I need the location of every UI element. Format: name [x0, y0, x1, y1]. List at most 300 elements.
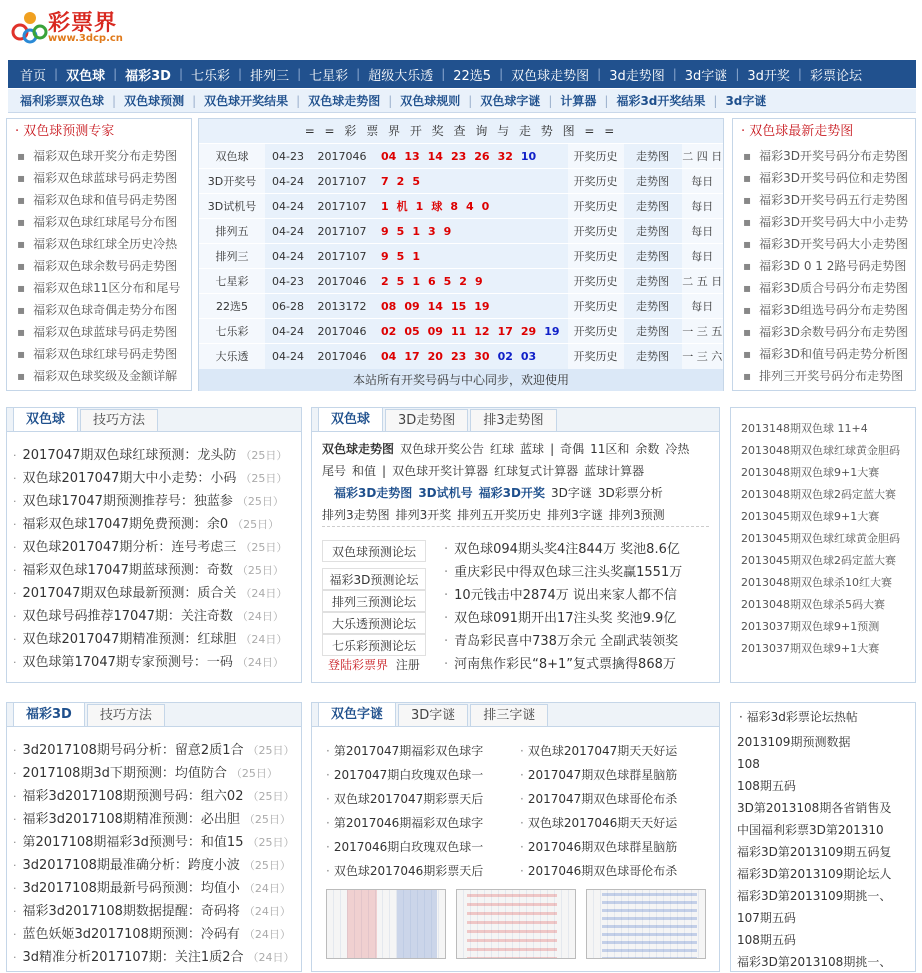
bullet-icon: ▪: [17, 303, 26, 317]
logo-mark-icon: [8, 6, 48, 46]
tab[interactable]: 排3走势图: [470, 409, 556, 431]
bullet-icon: ▪: [743, 171, 752, 185]
trend-link[interactable]: 蓝球计算器: [584, 464, 645, 478]
zimi-item[interactable]: [520, 787, 710, 811]
zimi-tabs: [312, 703, 719, 727]
draw-days: 二 五 日: [682, 269, 724, 294]
blue-ball: 19: [544, 324, 560, 338]
draw-days: 每日: [682, 294, 724, 319]
history-link[interactable]: 开奖历史: [568, 319, 624, 344]
contest-item[interactable]: 2013048期双色球红球黄金胆码: [741, 444, 900, 457]
article-item[interactable]: [7, 854, 301, 877]
lottery-name[interactable]: 3D试机号: [199, 194, 265, 219]
trend-link[interactable]: 走势图: [624, 244, 682, 269]
headline-item[interactable]: [444, 607, 714, 630]
trend-link[interactable]: 11区和: [590, 442, 630, 456]
tab[interactable]: 双色字谜: [318, 702, 396, 726]
list-item[interactable]: [733, 167, 915, 189]
login-area: [328, 656, 420, 673]
list-item[interactable]: [7, 277, 191, 299]
zimi-item[interactable]: [326, 787, 520, 811]
draw-days: 每日: [682, 169, 724, 194]
article-item[interactable]: [7, 831, 301, 854]
article-item[interactable]: [7, 785, 301, 808]
article-date: （24日）: [243, 882, 291, 895]
list-item-text: 福彩双色球11区分布和尾号: [33, 281, 181, 295]
article-item[interactable]: [7, 923, 301, 946]
trend-link[interactable]: 排列3走势图: [322, 508, 390, 522]
nav-item[interactable]: 双色球: [66, 68, 106, 84]
article-title: 福彩3d2017108期数据提醒：奇码将: [22, 904, 240, 919]
tab[interactable]: 技巧方法: [87, 704, 165, 726]
contest-item[interactable]: 2013048期双色球2码定蓝大赛: [741, 488, 896, 501]
tab[interactable]: 3D走势图: [385, 409, 468, 431]
contest-item[interactable]: 2013048期双色球杀5码大赛: [741, 598, 885, 611]
contest-item[interactable]: 2013045期双色球红球黄金胆码: [741, 532, 900, 545]
lottery-row: [199, 319, 723, 344]
history-link[interactable]: 开奖历史: [568, 344, 624, 369]
article-item[interactable]: [7, 651, 301, 674]
tab[interactable]: 双色球: [318, 407, 383, 431]
list-item[interactable]: [7, 343, 191, 365]
zimi-item[interactable]: [520, 835, 710, 859]
zimi-item[interactable]: [326, 739, 520, 763]
headline-item[interactable]: [444, 630, 714, 653]
lottery-row: [199, 194, 723, 219]
list-item[interactable]: [7, 189, 191, 211]
trend-link[interactable]: 尾号: [322, 464, 347, 478]
contest-item[interactable]: 2013037期双色球9+1预测: [741, 620, 880, 633]
nav-item[interactable]: 彩票论坛: [809, 68, 862, 84]
trend-link[interactable]: 福彩3D开奖: [478, 486, 545, 500]
trend-link[interactable]: 排列3开奖: [395, 508, 452, 522]
draw-date: 04-23: [265, 144, 311, 169]
list-item[interactable]: [733, 145, 915, 167]
lottery-row: [199, 244, 723, 269]
article-date: （24日）: [243, 905, 291, 918]
trend-link[interactable]: 3D字谜: [550, 486, 592, 500]
bullet-icon: ▪: [17, 215, 26, 229]
nav-separator: |: [597, 67, 602, 81]
hot-post[interactable]: 福彩3D第2013109期五码复: [737, 845, 892, 859]
forum-link[interactable]: 排列三预测论坛: [322, 590, 426, 612]
history-link[interactable]: 开奖历史: [568, 219, 624, 244]
contest-item[interactable]: 2013148期双色球 11+4: [741, 422, 868, 435]
bullet-icon: ·: [444, 588, 449, 603]
trend-thumbnail[interactable]: [326, 889, 446, 959]
trend-link[interactable]: 和值: [352, 464, 377, 478]
list-item[interactable]: [7, 145, 191, 167]
zimi-item[interactable]: [326, 811, 520, 835]
forum-links: [322, 540, 426, 656]
list-item-text: 福彩3D余数号码分布走势图: [759, 325, 909, 339]
zimi-item[interactable]: [326, 835, 520, 859]
red-ball: 08: [381, 299, 397, 313]
bullet-icon: ▪: [743, 237, 752, 251]
hot-post[interactable]: 108期五码: [737, 933, 796, 947]
red-ball: 5: [396, 224, 405, 238]
hot-post[interactable]: 3D第2013108期各省销售及: [737, 801, 892, 815]
ssq-contest-list: [731, 408, 915, 660]
lottery-name[interactable]: 七乐彩: [199, 319, 265, 344]
bullet-icon: ·: [13, 610, 17, 623]
list-item[interactable]: [733, 321, 915, 343]
bullet-icon: ·: [13, 633, 17, 646]
draw-issue: 2017046: [311, 269, 373, 294]
nav-item[interactable]: 超级大乐透: [368, 68, 434, 84]
lottery-name[interactable]: 七星彩: [199, 269, 265, 294]
nav-item[interactable]: 双色球走势图: [511, 68, 590, 84]
tab[interactable]: 福彩3D: [13, 702, 85, 726]
zimi-item[interactable]: [520, 739, 710, 763]
list-item[interactable]: [733, 343, 915, 365]
contest-item[interactable]: 2013048期双色球9+1大赛: [741, 466, 880, 479]
nav-item[interactable]: 福彩3D: [125, 68, 171, 84]
draw-issue: 2017046: [311, 144, 373, 169]
history-link[interactable]: 开奖历史: [568, 194, 624, 219]
subnav-item[interactable]: 福利彩票双色球: [20, 94, 105, 108]
red-ball: 0: [481, 200, 490, 213]
draw-date: 04-24: [265, 194, 311, 219]
hot-post[interactable]: 福彩3D第2013108期挑一、: [737, 955, 892, 969]
history-link[interactable]: 开奖历史: [568, 169, 624, 194]
subnav-item[interactable]: 3d字谜: [725, 94, 767, 108]
article-item[interactable]: [7, 444, 301, 467]
hot-post[interactable]: 福彩3D第2013109期挑一、: [737, 889, 892, 903]
article-item[interactable]: [7, 808, 301, 831]
article-item[interactable]: [7, 559, 301, 582]
subnav-separator: |: [604, 93, 609, 108]
red-ball: 23: [450, 349, 467, 363]
zimi-item[interactable]: [326, 763, 520, 787]
trend-link[interactable]: 走势图: [624, 219, 682, 244]
list-item-text: 排列三开奖号码分布走势图: [759, 369, 904, 383]
bullet-icon: ·: [13, 836, 17, 849]
article-title: 3d2017108期号码分析：留意2质1合: [22, 743, 244, 758]
headline-item[interactable]: [444, 538, 714, 561]
nav-separator: |: [672, 67, 677, 81]
red-ball: 14: [427, 299, 443, 313]
forum-link[interactable]: 福彩3D预测论坛: [322, 568, 426, 590]
trend-link[interactable]: 走势图: [624, 269, 682, 294]
draw-numbers: [373, 169, 568, 194]
trend-thumbnail[interactable]: [586, 889, 706, 959]
red-ball: 26: [474, 149, 490, 163]
nav-item[interactable]: 22选5: [453, 68, 492, 84]
list-item-text: 福彩双色球红球尾号分布图: [33, 215, 178, 229]
draw-date: 04-23: [265, 269, 311, 294]
register-link[interactable]: 注册: [395, 658, 420, 672]
forum-link[interactable]: 大乐透预测论坛: [322, 612, 426, 634]
article-date: （24日）: [247, 951, 295, 964]
subnav-item[interactable]: 双色球走势图: [308, 94, 381, 108]
lottery-name[interactable]: 排列三: [199, 244, 265, 269]
zimi-text: 2017047期双色球群星脑筋: [527, 768, 678, 782]
nav-separator: |: [499, 67, 504, 81]
contest-item[interactable]: 2013048期双色球杀10红大赛: [741, 576, 892, 589]
subnav-separator: |: [112, 93, 117, 108]
trend-link[interactable]: 红球复式计算器: [494, 464, 579, 478]
draw-issue: 2017046: [311, 344, 373, 369]
zimi-text: 双色球2017046期天天好运: [527, 816, 678, 830]
fc3d-hot-forum: [730, 702, 916, 972]
article-item[interactable]: [7, 762, 301, 785]
article-item[interactable]: [7, 605, 301, 628]
zimi-item[interactable]: [520, 859, 710, 883]
hot-post[interactable]: 2013109期预测数据: [737, 735, 851, 749]
nav-separator: |: [356, 67, 361, 81]
tab[interactable]: 3D字谜: [398, 704, 468, 726]
headline-item[interactable]: [444, 584, 714, 607]
bullet-icon: ·: [520, 840, 524, 854]
bullet-icon: ▪: [17, 325, 26, 339]
headline-item[interactable]: [444, 561, 714, 584]
trend-link[interactable]: 走势图: [624, 144, 682, 169]
article-item[interactable]: [7, 513, 301, 536]
red-ball: 05: [404, 324, 420, 338]
article-item[interactable]: [7, 900, 301, 923]
red-ball: 11: [450, 324, 467, 338]
subnav-item[interactable]: 双色球开奖结果: [204, 94, 289, 108]
draw-numbers: [373, 219, 568, 244]
bullet-icon: ·: [326, 840, 330, 854]
article-item[interactable]: [7, 490, 301, 513]
hot-post[interactable]: 福彩3D第2013109期论坛人: [737, 867, 892, 881]
contest-item[interactable]: 2013045期双色球9+1大赛: [741, 510, 880, 523]
list-item[interactable]: [733, 211, 915, 233]
hot-post[interactable]: 107期五码: [737, 911, 796, 925]
red-ball: 6: [427, 274, 436, 288]
subnav-item[interactable]: 计算器: [560, 94, 597, 108]
forum-link[interactable]: 双色球预测论坛: [322, 540, 426, 562]
draw-issue: 2017107: [311, 194, 373, 219]
trend-link[interactable]: 3D试机号: [418, 486, 473, 500]
headline-text: 双色球094期头奖4注844万 奖池8.6亿: [454, 542, 680, 557]
nav-item[interactable]: 七星彩: [309, 68, 349, 84]
ssq-expert-list: [7, 145, 191, 387]
list-item[interactable]: [733, 299, 915, 321]
red-ball: 5: [443, 274, 452, 288]
bullet-icon: ▪: [743, 303, 752, 317]
list-item-text: 福彩双色球余数号码走势图: [33, 259, 178, 273]
forum-link[interactable]: 七乐彩预测论坛: [322, 634, 426, 656]
list-item[interactable]: [7, 233, 191, 255]
bullet-icon: ·: [13, 656, 17, 669]
draw-numbers: [373, 144, 568, 169]
contest-item[interactable]: 2013045期双色球2码定蓝大赛: [741, 554, 896, 567]
bullet-icon: ·: [13, 541, 17, 554]
draw-issue: 2017107: [311, 219, 373, 244]
trend-link[interactable]: 排列3预测: [608, 508, 665, 522]
login-link[interactable]: 登陆彩票界: [328, 658, 389, 672]
trend-link[interactable]: 双色球开奖计算器: [392, 464, 489, 478]
list-item[interactable]: [7, 321, 191, 343]
list-item[interactable]: [733, 255, 915, 277]
subnav-item[interactable]: 双色球规则: [400, 94, 461, 108]
bullet-icon: ▪: [743, 149, 752, 163]
article-date: （25日）: [236, 495, 284, 508]
list-item[interactable]: [733, 233, 915, 255]
lottery-name[interactable]: 22选5: [199, 294, 265, 319]
trend-link[interactable]: 冷热: [665, 442, 690, 456]
trend-link[interactable]: 双色球走势图: [322, 442, 395, 456]
trend-link: |: [550, 442, 555, 456]
zimi-text: 双色球2017047期彩票天后: [333, 792, 484, 806]
trend-link[interactable]: 奇偶: [560, 442, 585, 456]
trend-link[interactable]: 余数: [635, 442, 660, 456]
nav-item[interactable]: 七乐彩: [191, 68, 231, 84]
zimi-text: 双色球2017046期彩票天后: [333, 864, 484, 878]
lottery-results-footer: 本站所有开奖号码与中心同步，欢迎使用: [199, 369, 723, 391]
tab[interactable]: 双色球: [13, 407, 78, 431]
red-ball: 9: [443, 224, 452, 238]
bullet-icon: ▪: [743, 215, 752, 229]
red-ball: 09: [404, 299, 420, 313]
lottery-name[interactable]: 排列五: [199, 219, 265, 244]
article-title: 双色球2017047期大中小走势：小码: [22, 471, 237, 486]
fc3d-news-list: [7, 727, 301, 969]
article-item[interactable]: [7, 582, 301, 605]
ssq-trend-list: [733, 145, 915, 387]
article-date: （25日）: [243, 859, 291, 872]
subnav-item[interactable]: 福彩3d开奖结果: [616, 94, 706, 108]
history-link[interactable]: 开奖历史: [568, 294, 624, 319]
trend-link[interactable]: 3D彩票分析: [597, 486, 663, 500]
zimi-text: 第2017047期福彩双色球字: [333, 744, 484, 758]
list-item[interactable]: [7, 299, 191, 321]
trend-link[interactable]: 双色球开奖公告: [400, 442, 485, 456]
draw-date: 04-24: [265, 244, 311, 269]
zimi-panel: [311, 702, 720, 972]
article-title: 福彩双色球17047期蓝球预测：奇数: [22, 563, 233, 578]
blue-ball: 03: [520, 349, 537, 363]
zimi-list-left: [326, 739, 520, 883]
tab[interactable]: 技巧方法: [80, 409, 158, 431]
trend-link[interactable]: 排列3字谜: [547, 508, 603, 522]
lottery-row: [199, 269, 723, 294]
zimi-item[interactable]: [326, 859, 520, 883]
subnav-item[interactable]: 双色球字谜: [480, 94, 541, 108]
article-title: 福彩3d2017108期预测号码：组六02: [22, 789, 244, 804]
bullet-icon: ·: [326, 864, 330, 878]
list-item[interactable]: [733, 365, 915, 387]
history-link[interactable]: 开奖历史: [568, 269, 624, 294]
ssq-news-list: [7, 432, 301, 674]
lottery-name[interactable]: 3D开奖号: [199, 169, 265, 194]
zimi-item[interactable]: [520, 811, 710, 835]
zimi-text: 2017046期双色球群星脑筋: [527, 840, 678, 854]
subnav-item[interactable]: 双色球预测: [124, 94, 185, 108]
list-item[interactable]: [7, 365, 191, 387]
bullet-icon: ▪: [17, 237, 26, 251]
trend-link[interactable]: 走势图: [624, 194, 682, 219]
history-link[interactable]: 开奖历史: [568, 144, 624, 169]
hot-post[interactable]: 中国福利彩票3D第201310: [737, 823, 884, 837]
logo-title: 彩票界: [48, 11, 118, 36]
nav-item[interactable]: 3d字谜: [684, 68, 728, 84]
bullet-icon: ·: [444, 657, 449, 672]
article-item[interactable]: [7, 739, 301, 762]
tab[interactable]: 排三字谜: [470, 704, 548, 726]
bullet-icon: ▪: [17, 149, 26, 163]
nav-item[interactable]: 3d走势图: [609, 68, 665, 84]
headline-item[interactable]: [444, 653, 714, 676]
article-item[interactable]: [7, 467, 301, 490]
draw-date: 04-24: [265, 344, 311, 369]
bullet-icon: ·: [13, 587, 17, 600]
article-item[interactable]: [7, 628, 301, 651]
list-item[interactable]: [733, 189, 915, 211]
trend-link[interactable]: 红球: [490, 442, 515, 456]
list-item-text: 福彩3D开奖号码分布走势图: [759, 149, 909, 163]
bullet-icon: ·: [444, 565, 449, 580]
draw-issue: 2017107: [311, 244, 373, 269]
article-date: （24日）: [240, 633, 288, 646]
trend-link[interactable]: 走势图: [624, 169, 682, 194]
trend-thumbnail[interactable]: [456, 889, 576, 959]
nav-item[interactable]: 首页: [20, 68, 47, 84]
trend-link[interactable]: 走势图: [624, 344, 682, 369]
list-item[interactable]: [7, 211, 191, 233]
hot-post[interactable]: 108: [737, 757, 760, 771]
article-title: 2017108期3d下期预测：均值防合: [22, 766, 227, 781]
list-item[interactable]: [733, 277, 915, 299]
article-item[interactable]: [7, 877, 301, 900]
bullet-icon: ·: [520, 768, 524, 782]
list-item[interactable]: [7, 167, 191, 189]
ssq-expert-title: · 双色球预测专家: [15, 124, 115, 139]
draw-numbers: [373, 269, 568, 294]
lottery-results-table: [199, 143, 723, 369]
main-nav: [8, 60, 916, 88]
zimi-text: 2017047期白玫瑰双色球一: [333, 768, 484, 782]
article-title: 3d2017108期最新号码预测：均值小: [22, 881, 240, 896]
red-ball: 4: [465, 200, 474, 213]
trend-link[interactable]: 福彩3D走势图: [334, 486, 413, 500]
trend-link[interactable]: 走势图: [624, 294, 682, 319]
red-ball: 1: [412, 224, 420, 238]
lottery-name[interactable]: 双色球: [199, 144, 265, 169]
red-ball: 2: [459, 274, 467, 288]
headline-news: [444, 538, 714, 676]
bullet-icon: ▪: [743, 369, 752, 383]
trend-link[interactable]: 蓝球: [520, 442, 545, 456]
nav-item[interactable]: 3d开奖: [747, 68, 790, 84]
zimi-text: 2017047期双色球哥伦布杀: [527, 792, 678, 806]
hot-post[interactable]: 108期五码: [737, 779, 796, 793]
contest-item[interactable]: 2013037期双色球9+1大赛: [741, 642, 880, 655]
bullet-icon: ▪: [17, 171, 26, 185]
red-ball: 5: [396, 274, 405, 288]
bullet-icon: ·: [13, 449, 17, 462]
trend-link[interactable]: 排列五开奖历史: [457, 508, 542, 522]
lottery-row: [199, 144, 723, 169]
list-item[interactable]: [7, 255, 191, 277]
red-ball: 1: [412, 249, 420, 263]
zimi-text: 第2017046期福彩双色球字: [333, 816, 484, 830]
red-ball: 02: [381, 324, 397, 338]
article-item[interactable]: [7, 536, 301, 559]
draw-numbers: [373, 344, 568, 369]
headline-text: 河南焦作彩民“8+1”复式票擒得868万: [454, 657, 676, 672]
nav-item[interactable]: 排列三: [250, 68, 290, 84]
zimi-item[interactable]: [520, 763, 710, 787]
red-ball: 9: [474, 274, 483, 288]
trend-link[interactable]: 走势图: [624, 319, 682, 344]
article-date: （25日）: [240, 449, 288, 462]
lottery-name[interactable]: 大乐透: [199, 344, 265, 369]
history-link[interactable]: 开奖历史: [568, 244, 624, 269]
